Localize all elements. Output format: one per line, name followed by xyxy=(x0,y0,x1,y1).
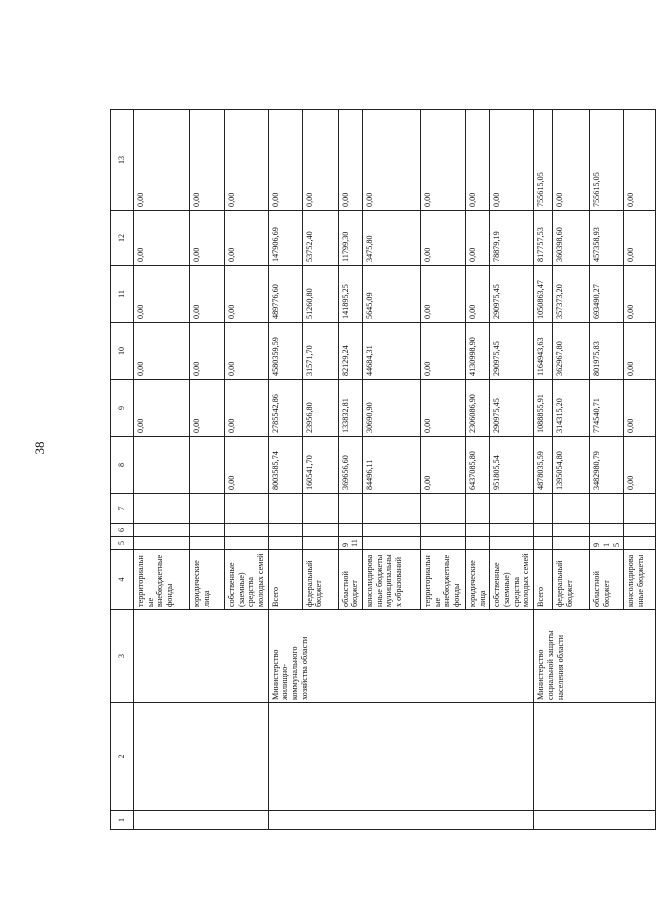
amount-cell-c10: 801975,83 xyxy=(590,323,624,380)
col7-cell xyxy=(134,494,190,524)
code-cell xyxy=(421,537,466,550)
amount-cell-c11: 0,00 xyxy=(421,266,466,323)
amount-cell-c10: 82129,24 xyxy=(338,323,362,380)
amount-cell-c8: 0,00 xyxy=(421,437,466,494)
amount-cell-c10: 0,00 xyxy=(421,323,466,380)
amount-cell-c11: 357373,20 xyxy=(553,266,590,323)
amount-cell-c9: 2785542,86 xyxy=(268,380,302,437)
col6-cell xyxy=(338,524,362,537)
header-cell: 13 xyxy=(111,110,134,211)
amount-cell-c8: 8003585,74 xyxy=(268,437,302,494)
amount-cell-c10: 31571,70 xyxy=(302,323,338,380)
amount-cell-c13: 0,00 xyxy=(338,110,362,211)
amount-cell-c11: 0,00 xyxy=(134,266,190,323)
col7-cell xyxy=(302,494,338,524)
col6-cell xyxy=(590,524,624,537)
amount-cell-c9: 2306086,90 xyxy=(466,380,490,437)
amount-cell-c13: 0,00 xyxy=(134,110,190,211)
amount-cell-c9: 0,00 xyxy=(421,380,466,437)
code-cell xyxy=(534,537,553,550)
amount-cell-c8: 84496,11 xyxy=(363,437,421,494)
amount-cell-c12: 0,00 xyxy=(134,211,190,266)
header-cell: 3 xyxy=(111,610,134,703)
amount-cell-c9: 0,00 xyxy=(225,380,269,437)
amount-cell-c8: 1395054,80 xyxy=(553,437,590,494)
code-cell xyxy=(134,537,190,550)
amount-cell-c12: 11799,30 xyxy=(338,211,362,266)
col1-cell xyxy=(268,811,534,830)
col6-cell xyxy=(225,524,269,537)
amount-cell-c13: 755615,05 xyxy=(534,110,553,211)
code-cell xyxy=(363,537,421,550)
amount-cell-c9: 0,00 xyxy=(134,380,190,437)
amount-cell-c11: 0,00 xyxy=(466,266,490,323)
table-row xyxy=(134,110,190,830)
amount-cell-c9: 133832,81 xyxy=(338,380,362,437)
col6-cell xyxy=(421,524,466,537)
col6-cell xyxy=(268,524,302,537)
funding-source-cell: Всего xyxy=(268,550,302,610)
amount-cell-c13: 0,00 xyxy=(553,110,590,211)
table-body xyxy=(111,110,656,830)
amount-cell-c12: 817757,53 xyxy=(534,211,553,266)
amount-cell-c13: 0,00 xyxy=(421,110,466,211)
amount-cell-c11: 0,00 xyxy=(190,266,225,323)
amount-cell-c11: 1050863,47 xyxy=(534,266,553,323)
amount-cell-c9: 30690,90 xyxy=(363,380,421,437)
responsible-executor-cell xyxy=(134,610,269,703)
amount-cell-c13: 0,00 xyxy=(268,110,302,211)
col6-cell xyxy=(534,524,553,537)
col6-cell xyxy=(624,524,656,537)
amount-cell-c10: 1164943,63 xyxy=(534,323,553,380)
amount-cell-c9: 314315,20 xyxy=(553,380,590,437)
amount-cell-c12: 0,00 xyxy=(225,211,269,266)
amount-cell-c11: 693490,27 xyxy=(590,266,624,323)
amount-cell-c8: 4878035,59 xyxy=(534,437,553,494)
amount-cell-c10: 290975,45 xyxy=(490,323,534,380)
col7-cell xyxy=(624,494,656,524)
col6-cell xyxy=(363,524,421,537)
col7-cell xyxy=(490,494,534,524)
col7-cell xyxy=(534,494,553,524)
amount-cell-c12: 0,00 xyxy=(624,211,656,266)
code-cell: 915 xyxy=(590,537,624,550)
amount-cell-c12: 3475,80 xyxy=(363,211,421,266)
amount-cell-c8 xyxy=(190,437,225,494)
funding-source-cell: собственные (заемные) средства молодых семей xyxy=(225,550,269,610)
amount-cell-c13: 0,00 xyxy=(466,110,490,211)
amount-cell-c11: 290975,45 xyxy=(490,266,534,323)
amount-cell-c13: 0,00 xyxy=(302,110,338,211)
col6-cell xyxy=(466,524,490,537)
funding-source-cell: областной бюджет xyxy=(590,550,624,610)
amount-cell-c9: 23956,80 xyxy=(302,380,338,437)
col1-cell xyxy=(534,811,656,830)
code-cell xyxy=(190,537,225,550)
responsible-executor-cell: Министерство социальной защиты населения области xyxy=(534,610,656,703)
amount-cell-c12: 360398,60 xyxy=(553,211,590,266)
amount-cell-c8: 0,00 xyxy=(225,437,269,494)
funding-source-cell: юридические лица xyxy=(466,550,490,610)
amount-cell-c9: 0,00 xyxy=(624,380,656,437)
header-cell: 2 xyxy=(111,703,134,811)
amount-cell-c10: 0,00 xyxy=(225,323,269,380)
code-cell xyxy=(624,537,656,550)
funding-source-cell: территориальные внебюджетные фонды xyxy=(134,550,190,610)
col7-cell xyxy=(466,494,490,524)
amount-cell-c12: 147906,69 xyxy=(268,211,302,266)
amount-cell-c10: 4580359,59 xyxy=(268,323,302,380)
code-cell xyxy=(466,537,490,550)
header-row xyxy=(111,110,134,830)
amount-cell-c10: 0,00 xyxy=(190,323,225,380)
amount-cell-c8: 951805,54 xyxy=(490,437,534,494)
code-cell xyxy=(225,537,269,550)
amount-cell-c10: 4130998,90 xyxy=(466,323,490,380)
amount-cell-c11: 51260,80 xyxy=(302,266,338,323)
amount-cell-c11: 0,00 xyxy=(624,266,656,323)
amount-cell-c9: 0,00 xyxy=(190,380,225,437)
header-cell: 11 xyxy=(111,266,134,323)
responsible-executor-cell: Министерство жилищно-коммунального хозяйства области xyxy=(268,610,534,703)
header-cell: 6 xyxy=(111,524,134,537)
amount-cell-c8 xyxy=(134,437,190,494)
code-cell xyxy=(302,537,338,550)
amount-cell-c13: 0,00 xyxy=(225,110,269,211)
page-number: 38 xyxy=(32,441,47,455)
amount-cell-c9: 774540,71 xyxy=(590,380,624,437)
amount-cell-c8: 6437085,80 xyxy=(466,437,490,494)
col7-cell xyxy=(338,494,362,524)
col2-cell xyxy=(534,703,656,811)
col6-cell xyxy=(302,524,338,537)
table-row xyxy=(268,110,302,830)
amount-cell-c11: 0,00 xyxy=(225,266,269,323)
amount-cell-c12: 53752,40 xyxy=(302,211,338,266)
funding-source-cell: консолидированные бюджеты xyxy=(624,550,656,610)
header-cell: 4 xyxy=(111,550,134,610)
col7-cell xyxy=(421,494,466,524)
header-cell: 1 xyxy=(111,811,134,830)
col1-cell xyxy=(134,811,269,830)
code-cell xyxy=(553,537,590,550)
col7-cell xyxy=(268,494,302,524)
col7-cell xyxy=(225,494,269,524)
col6-cell xyxy=(190,524,225,537)
funding-source-cell: федеральный бюджет xyxy=(553,550,590,610)
funding-source-cell: консолидированные бюджеты муниципальных образований xyxy=(363,550,421,610)
funding-source-cell: территориальные внебюджетные фонды xyxy=(421,550,466,610)
amount-cell-c11: 489776,60 xyxy=(268,266,302,323)
col6-cell xyxy=(490,524,534,537)
funding-source-cell: областной бюджет xyxy=(338,550,362,610)
amount-cell-c8: 160541,70 xyxy=(302,437,338,494)
header-cell: 10 xyxy=(111,323,134,380)
budget-table xyxy=(110,109,656,830)
funding-source-cell: Всего xyxy=(534,550,553,610)
amount-cell-c10: 362967,80 xyxy=(553,323,590,380)
amount-cell-c11: 5645,09 xyxy=(363,266,421,323)
col7-cell xyxy=(590,494,624,524)
code-cell: 911 xyxy=(338,537,362,550)
header-cell: 12 xyxy=(111,211,134,266)
col6-cell xyxy=(553,524,590,537)
amount-cell-c8: 0,00 xyxy=(624,437,656,494)
rotated-table-wrapper xyxy=(110,110,646,830)
header-cell: 7 xyxy=(111,494,134,524)
amount-cell-c13: 0,00 xyxy=(624,110,656,211)
col6-cell xyxy=(134,524,190,537)
funding-source-cell: юридические лица xyxy=(190,550,225,610)
code-cell xyxy=(268,537,302,550)
amount-cell-c9: 1088855,91 xyxy=(534,380,553,437)
col2-cell xyxy=(268,703,534,811)
amount-cell-c13: 755615,05 xyxy=(590,110,624,211)
col7-cell xyxy=(553,494,590,524)
funding-source-cell: собственные (заемные) средства молодых семей xyxy=(490,550,534,610)
header-cell: 8 xyxy=(111,437,134,494)
col7-cell xyxy=(363,494,421,524)
amount-cell-c10: 44684,31 xyxy=(363,323,421,380)
amount-cell-c10: 0,00 xyxy=(624,323,656,380)
funding-source-cell: федеральный бюджет xyxy=(302,550,338,610)
amount-cell-c13: 0,00 xyxy=(190,110,225,211)
header-cell: 5 xyxy=(111,537,134,550)
amount-cell-c12: 0,00 xyxy=(190,211,225,266)
header-cell: 9 xyxy=(111,380,134,437)
col7-cell xyxy=(190,494,225,524)
amount-cell-c8: 3482980,79 xyxy=(590,437,624,494)
amount-cell-c13: 0,00 xyxy=(363,110,421,211)
amount-cell-c12: 78879,19 xyxy=(490,211,534,266)
col2-cell xyxy=(134,703,269,811)
amount-cell-c12: 457358,93 xyxy=(590,211,624,266)
amount-cell-c9: 290975,45 xyxy=(490,380,534,437)
table-row xyxy=(534,110,553,830)
amount-cell-c8: 369656,60 xyxy=(338,437,362,494)
amount-cell-c10: 0,00 xyxy=(134,323,190,380)
amount-cell-c12: 0,00 xyxy=(466,211,490,266)
code-cell xyxy=(490,537,534,550)
amount-cell-c12: 0,00 xyxy=(421,211,466,266)
amount-cell-c13: 0,00 xyxy=(490,110,534,211)
amount-cell-c11: 141895,25 xyxy=(338,266,362,323)
